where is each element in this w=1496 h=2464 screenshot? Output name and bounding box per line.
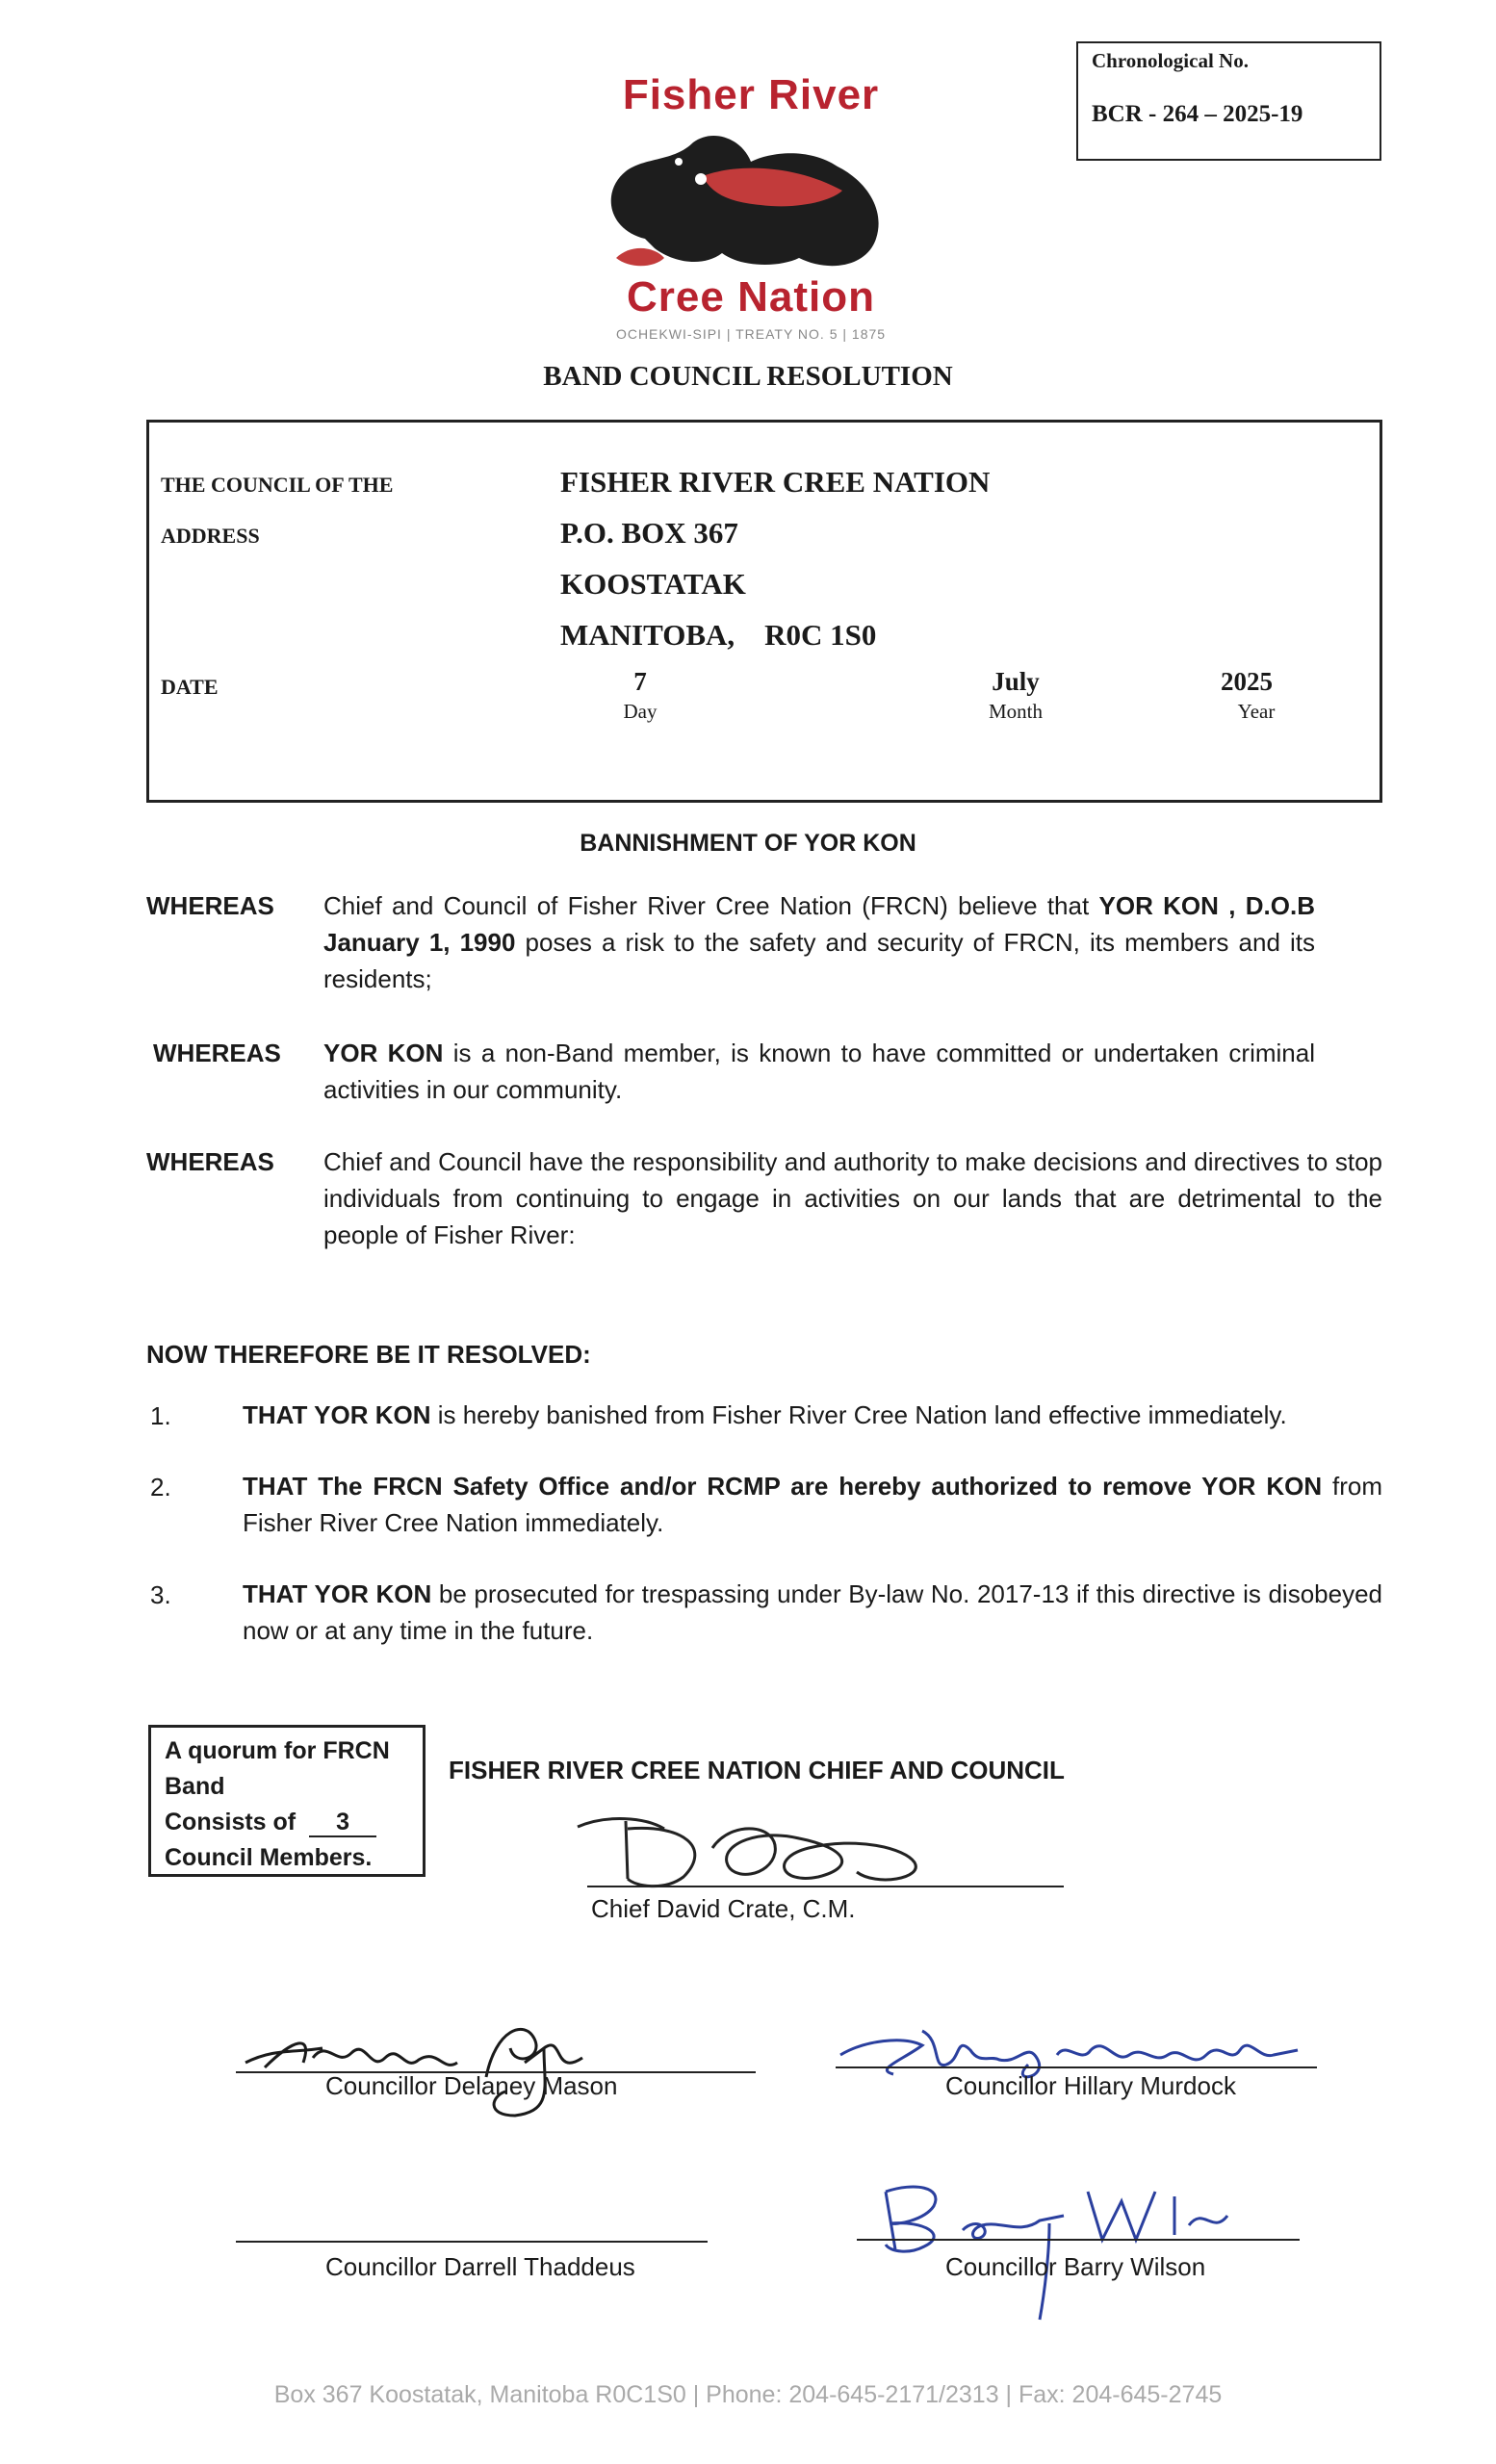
resolution-subject: BANNISHMENT OF YOR KON bbox=[580, 830, 916, 857]
resolution-text-3: THAT YOR KON be prosecuted for trespassing under By-law No. 2017-13 if this directive is disobeyed now or at any time in the future. bbox=[243, 1579, 1383, 1645]
logo-bottom-text: Cree Nation bbox=[627, 273, 875, 321]
councillor-hillary-murdock-name: Councillor Hillary Murdock bbox=[945, 2071, 1236, 2100]
quorum-line-3: Consists of 3 bbox=[165, 1805, 423, 1840]
council-info-box bbox=[146, 420, 1382, 803]
chronological-label: Chronological No. bbox=[1092, 49, 1249, 72]
date-year-caption: Year bbox=[1237, 700, 1276, 723]
council-value: FISHER RIVER CREE NATION bbox=[560, 465, 991, 499]
date-year: 2025 bbox=[1221, 667, 1273, 696]
councillor-delaney-mason-name: Councillor Delaney Mason bbox=[325, 2071, 618, 2100]
logo-subtext: OCHEKWI-SIPI | TREATY NO. 5 | 1875 bbox=[615, 326, 887, 342]
quorum-line-2: Band bbox=[165, 1773, 225, 1800]
delaney-mason-signature-icon bbox=[236, 2019, 756, 2116]
resolved-heading: NOW THEREFORE BE IT RESOLVED: bbox=[146, 1340, 591, 1369]
bear-fish-logo-icon bbox=[587, 123, 905, 277]
chief-signature-icon bbox=[568, 1810, 1069, 1896]
whereas-label-2: WHEREAS bbox=[153, 1039, 281, 1067]
barry-wilson-signature-icon bbox=[857, 2177, 1300, 2322]
date-month: July bbox=[992, 667, 1040, 696]
councillor-darrell-thaddeus-name: Councillor Darrell Thaddeus bbox=[325, 2252, 635, 2281]
chronological-number-box bbox=[1076, 41, 1381, 161]
quorum-line-1: A quorum for FRCN bbox=[165, 1737, 390, 1764]
resolution-text-1: THAT YOR KON is hereby banished from Fisher River Cree Nation land effective immediately. bbox=[243, 1400, 1287, 1429]
date-month-caption: Month bbox=[988, 700, 1043, 723]
address-label: ADDRESS bbox=[161, 524, 260, 548]
footer-contact: Box 367 Koostatak, Manitoba R0C1S0 | Phone: 204-645-2171/2313 | Fax: 204-645-2745 bbox=[273, 2381, 1223, 2408]
logo-top-text: Fisher River bbox=[622, 71, 880, 118]
resolution-text-2: THAT The FRCN Safety Office and/or RCMP are hereby authorized to remove YOR KON from Fisher River Cree Nation immediately. bbox=[243, 1472, 1382, 1537]
date-day: 7 bbox=[633, 667, 647, 696]
whereas-text-1: Chief and Council of Fisher River Cree Nation (FRCN) believe that YOR KON , D.O.B January 1, 1990 poses a risk to the safety and security of FRCN, its members and its residents; bbox=[323, 891, 1315, 993]
quorum-box bbox=[148, 1725, 426, 1877]
chronological-value: BCR - 264 – 2025-19 bbox=[1092, 101, 1303, 127]
resolution-number-1: 1. bbox=[150, 1401, 171, 1430]
date-label: DATE bbox=[161, 675, 219, 699]
whereas-text-2: YOR KON is a non-Band member, is known to have committed or undertaken criminal activities in our community. bbox=[323, 1039, 1316, 1104]
date-day-caption: Day bbox=[623, 700, 658, 723]
councillor-barry-wilson-name: Councillor Barry Wilson bbox=[945, 2252, 1206, 2281]
document-title: BAND COUNCIL RESOLUTION bbox=[543, 361, 953, 392]
address-line-3: MANITOBA, R0C 1S0 bbox=[560, 618, 877, 652]
council-label: THE COUNCIL OF THE bbox=[161, 473, 394, 497]
darrell-thaddeus-signature-line bbox=[236, 2241, 708, 2243]
whereas-label-3: WHEREAS bbox=[146, 1147, 274, 1176]
resolution-number-2: 2. bbox=[150, 1473, 171, 1502]
whereas-label-1: WHEREAS bbox=[146, 891, 274, 920]
chief-name: Chief David Crate, C.M. bbox=[591, 1894, 856, 1923]
council-heading: FISHER RIVER CREE NATION CHIEF AND COUNCIL bbox=[449, 1756, 1065, 1784]
address-line-2: KOOSTATAK bbox=[560, 567, 746, 601]
whereas-text-3: Chief and Council have the responsibility and authority to make decisions and directives to stop individuals from continuing to engage in activities on our lands that are detrimental to the people of Fisher River: bbox=[323, 1147, 1382, 1249]
resolution-number-3: 3. bbox=[150, 1580, 171, 1609]
address-line-1: P.O. BOX 367 bbox=[560, 516, 738, 550]
quorum-line-4: Council Members. bbox=[165, 1844, 373, 1871]
quorum-count: 3 bbox=[309, 1809, 376, 1837]
